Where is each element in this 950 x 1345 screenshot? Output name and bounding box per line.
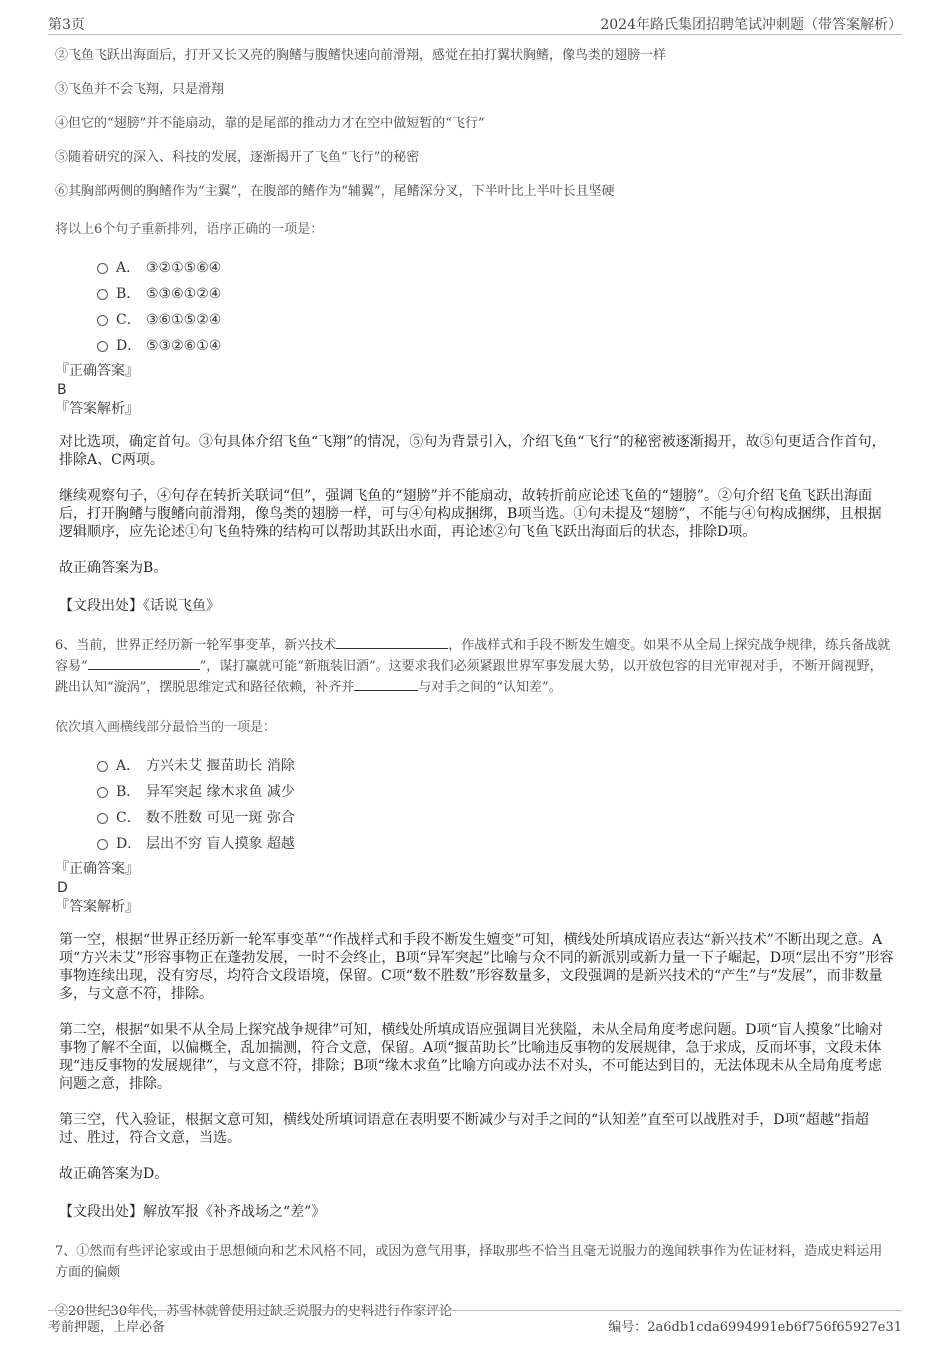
- option-text: 层出不穷 盲人摸象 超越: [146, 836, 295, 852]
- sentence-2: ②飞鱼飞跃出海面后，打开又长又亮的胸鳍与腹鳍快速向前滑翔，感觉在拍打翼状胸鳍，像鸟类的翅膀一样: [55, 48, 667, 63]
- answer-value: B: [57, 382, 67, 398]
- q6-options: [97, 755, 895, 859]
- radio-icon[interactable]: [97, 787, 108, 798]
- sentence-3: ③飞鱼并不会飞翔，只是滑翔: [55, 82, 225, 97]
- radio-icon[interactable]: [97, 315, 108, 326]
- option-letter: A．: [116, 758, 141, 774]
- option-letter: B．: [116, 784, 141, 800]
- option-text: ③②①⑤⑥④: [146, 260, 222, 276]
- radio-icon[interactable]: [97, 761, 108, 772]
- q5-options: [97, 257, 895, 361]
- option-text: 异军突起 缘木求鱼 减少: [146, 784, 295, 800]
- option-letter: C．: [116, 810, 141, 826]
- page-header: [48, 14, 902, 35]
- question-7-sentence-1: 7、①然而有些评论家或由于思想倾向和艺术风格不同，或因为意气用事，择取那些不恰当且毫无说服力的逸闻轶事作为佐证材料，造成史料运用方面的偏颇: [55, 1244, 883, 1280]
- sentence-6: ⑥其胸部两侧的胸鳍作为“主翼”，在腹部的鳍作为“辅翼”，尾鳍深分叉，下半叶比上半叶长且坚硬: [55, 184, 615, 199]
- answer-label: 『正确答案』: [55, 363, 139, 379]
- blank-3: [354, 678, 418, 691]
- q6-option-d[interactable]: [97, 833, 895, 859]
- q5-option-c[interactable]: [97, 309, 895, 335]
- radio-icon[interactable]: [97, 813, 108, 824]
- option-letter: A．: [116, 260, 141, 276]
- document-id: 编号：2a6db1cda6994991eb6f756f65927e31: [608, 1320, 902, 1335]
- option-letter: B．: [116, 286, 141, 302]
- blank-1: [336, 636, 448, 649]
- analysis-label: 『答案解析』: [55, 401, 139, 417]
- source-citation: 【文段出处】解放军报《补齐战场之“差”》: [59, 1204, 326, 1220]
- analysis-paragraph: 故正确答案为B。: [59, 560, 168, 576]
- blank-2: [88, 657, 200, 670]
- question-instruction: 依次填入画横线部分最恰当的一项是：: [55, 720, 277, 735]
- analysis-paragraph: 第一空，根据“世界正经历新一轮军事变革”“作战样式和手段不断发生嬗变”可知，横线处所填成语应表达“新兴技术”不断出现之意。A项“方兴未艾”形容事物正在蓬勃发展，一时不会终止，B项“异军突起”比喻与众不同的新派别或新力量一下子崛起，D项“层出不穷”形容事物连续出现，没有穷尽，均符合文段语境，保留。C项“数不胜数”形容数量多，文段强调的是新兴技术的“产生”与“发展”，而非数量多，与文意不符，排除。: [59, 932, 894, 1002]
- option-text: 方兴未艾 揠苗助长 消除: [146, 758, 295, 774]
- document-title: 2024年路氏集团招聘笔试冲刺题（带答案解析）: [600, 17, 902, 33]
- source-citation: 【文段出处】《话说飞鱼》: [59, 598, 220, 614]
- question-6-text: 6、当前，世界正经历新一轮军事变革，新兴技术 ，作战样式和手段不断发生嬗变。如果不从全局上探究战争规律，练兵备战就容易“ ”，谋打赢就可能“新瓶装旧酒”。这要求我们必须紧跟世界军事发展大势，以开放包容的目光审视对手，不断开阔视野，跳出认知“漩涡”，摆脱思维定式和路径依赖，补齐并 与对手之间的“认知差”。: [55, 638, 891, 695]
- option-letter: D．: [116, 338, 142, 354]
- analysis-paragraph: 继续观察句子，④句存在转折关联词“但”，强调飞鱼的“翅膀”并不能扇动，故转折前应论述飞鱼的“翅膀”。②句介绍飞鱼飞跃出海面后，打开胸鳍与腹鳍向前滑翔，像鸟类的翅膀一样，可与④句构成捆绑，B项当选。①句未提及“翅膀”，不能与④句构成捆绑，且根据逻辑顺序，应先论述①句飞鱼特殊的结构可以帮助其跃出水面，再论述②句飞鱼飞跃出海面后的状态，排除D项。: [59, 488, 882, 540]
- option-text: ⑤③②⑥①④: [146, 338, 222, 354]
- analysis-paragraph: 对比选项，确定首句。③句具体介绍飞鱼“飞翔”的情况，⑤句为背景引入，介绍飞鱼“飞行”的秘密被逐渐揭开，故⑤句更适合作首句，排除A、C两项。: [59, 434, 886, 468]
- radio-icon[interactable]: [97, 289, 108, 300]
- option-letter: D．: [116, 836, 142, 852]
- question-7-sentence-2: ②20世纪30年代，苏雪林就曾使用过缺乏说服力的史料进行作家评论: [55, 1304, 453, 1319]
- radio-icon[interactable]: [97, 839, 108, 850]
- sentence-4: ④但它的“翅膀”并不能扇动，靠的是尾部的推动力才在空中做短暂的“飞行”: [55, 116, 485, 131]
- footer-slogan: 考前押题，上岸必备: [48, 1320, 166, 1335]
- q5-option-a[interactable]: [97, 257, 895, 283]
- radio-icon[interactable]: [97, 341, 108, 352]
- option-letter: C．: [116, 312, 141, 328]
- option-text: 数不胜数 可见一斑 弥合: [146, 810, 295, 826]
- page-number: 第3页: [48, 17, 85, 33]
- q6-option-a[interactable]: [97, 755, 895, 781]
- analysis-paragraph: 故正确答案为D。: [59, 1166, 169, 1182]
- answer-label: 『正确答案』: [55, 861, 139, 877]
- q6-option-b[interactable]: [97, 781, 895, 807]
- q5-option-b[interactable]: [97, 283, 895, 309]
- analysis-paragraph: 第三空，代入验证，根据文意可知，横线处所填词语意在表明要不断减少与对手之间的“认知差”直至可以战胜对手，D项“超越”指超过、胜过，符合文意，当选。: [59, 1112, 869, 1146]
- option-text: ③⑥①⑤②④: [146, 312, 222, 328]
- radio-icon[interactable]: [97, 263, 108, 274]
- analysis-label: 『答案解析』: [55, 899, 139, 915]
- page-footer: [48, 1310, 902, 1335]
- option-text: ⑤③⑥①②④: [146, 286, 222, 302]
- question-instruction: 将以上6个句子重新排列，语序正确的一项是：: [55, 222, 324, 237]
- q5-option-d[interactable]: [97, 335, 895, 361]
- q6-option-c[interactable]: [97, 807, 895, 833]
- sentence-5: ⑤随着研究的深入、科技的发展，逐渐揭开了飞鱼“飞行”的秘密: [55, 150, 420, 165]
- document-body: [55, 48, 895, 1340]
- answer-value: D: [57, 880, 68, 896]
- analysis-paragraph: 第二空，根据“如果不从全局上探究战争规律”可知，横线处所填成语应强调目光狭隘，未从全局角度考虑问题。D项“盲人摸象”比喻对事物了解不全面，以偏概全，乱加揣测，符合文意，保留。A项“揠苗助长”比喻违反事物的发展规律，急于求成，反而坏事，文段未体现“违反事物的发展规律”，与文意不符，排除；B项“缘木求鱼”比喻方向或办法不对头，不可能达到目的，无法体现未从全局角度考虑问题之意，排除。: [59, 1022, 883, 1092]
